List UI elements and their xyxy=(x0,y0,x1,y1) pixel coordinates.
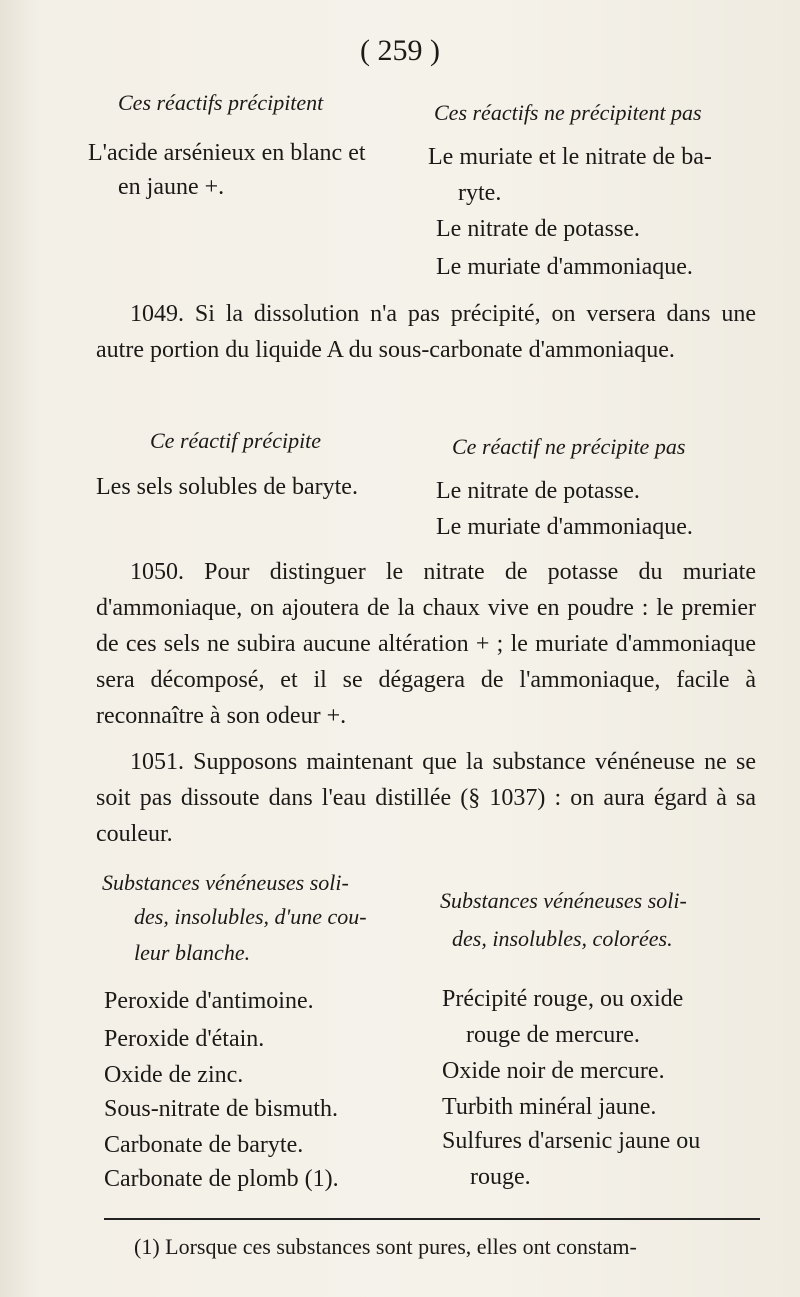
section3-left-item: Peroxide d'étain. xyxy=(104,1026,265,1052)
footnote-divider xyxy=(104,1218,760,1220)
paragraph-1051-text: 1051. Supposons maintenant que la substance vénéneuse ne se soit pas dissoute dans l'eau distillée (§ 1037) : on aura égard à sa couleur. xyxy=(96,749,756,847)
paragraph-1051 xyxy=(96,744,756,852)
section3-head-left: leur blanche. xyxy=(134,940,251,965)
section3-left-item: Carbonate de baryte. xyxy=(104,1132,304,1158)
paragraph-1049-text: 1049. Si la dissolution n'a pas précipité, on versera dans une autre portion du liquide A du sous-carbonate d'ammoniaque. xyxy=(96,301,756,363)
section3-right-item: Précipité rouge, ou oxide xyxy=(442,986,684,1012)
section3-right-item: Sulfures d'arsenic jaune ou xyxy=(442,1128,701,1154)
section2-right-item: Le muriate d'ammoniaque. xyxy=(436,514,693,540)
section2-left-item: Les sels solubles de baryte. xyxy=(96,474,358,500)
section1-left-item: L'acide arsénieux en blanc et xyxy=(88,140,366,166)
paragraph-1050-text: 1050. Pour distinguer le nitrate de potasse du muriate d'ammoniaque, on ajoutera de la chaux vive en poudre : le premier de ces sels ne subira aucune altération + ; le muriate d'ammoniaque sera décomposé, et il se dégagera de l'ammoniaque, facile à reconnaître à son odeur +. xyxy=(96,559,756,729)
section2-right-item: Le nitrate de potasse. xyxy=(436,478,640,504)
section3-left-item: Oxide de zinc. xyxy=(104,1062,244,1088)
section3-head-left: des, insolubles, d'une cou- xyxy=(134,904,367,929)
section1-right-item: ryte. xyxy=(458,180,502,206)
section3-right-item: rouge. xyxy=(470,1164,531,1190)
page-number: ( 259 ) xyxy=(360,34,440,67)
section2-head-left: Ce réactif précipite xyxy=(150,428,322,453)
section3-right-item: Turbith minéral jaune. xyxy=(442,1094,657,1120)
section3-right-item: rouge de mercure. xyxy=(466,1022,640,1048)
section1-right-item: Le nitrate de potasse. xyxy=(436,216,640,242)
paragraph-1050 xyxy=(96,554,756,734)
footnote: (1) Lorsque ces substances sont pures, elles ont constam- xyxy=(134,1234,637,1259)
paragraph-1049 xyxy=(96,296,756,368)
section1-head-right: Ces réactifs ne précipitent pas xyxy=(434,100,702,125)
section1-right-item: Le muriate d'ammoniaque. xyxy=(436,254,693,280)
section3-head-right: des, insolubles, colorées. xyxy=(452,926,673,951)
section3-left-item: Sous-nitrate de bismuth. xyxy=(104,1096,338,1122)
section1-head-left: Ces réactifs précipitent xyxy=(118,90,324,115)
section3-right-item: Oxide noir de mercure. xyxy=(442,1058,665,1084)
section1-left-item: en jaune +. xyxy=(118,174,225,200)
section1-right-item: Le muriate et le nitrate de ba- xyxy=(428,144,712,170)
section2-head-right: Ce réactif ne précipite pas xyxy=(452,434,686,459)
section3-head-right: Substances vénéneuses soli- xyxy=(440,888,687,913)
section3-left-item: Carbonate de plomb (1). xyxy=(104,1166,339,1192)
section3-head-left: Substances vénéneuses soli- xyxy=(102,870,349,895)
section3-left-item: Peroxide d'antimoine. xyxy=(104,988,314,1014)
